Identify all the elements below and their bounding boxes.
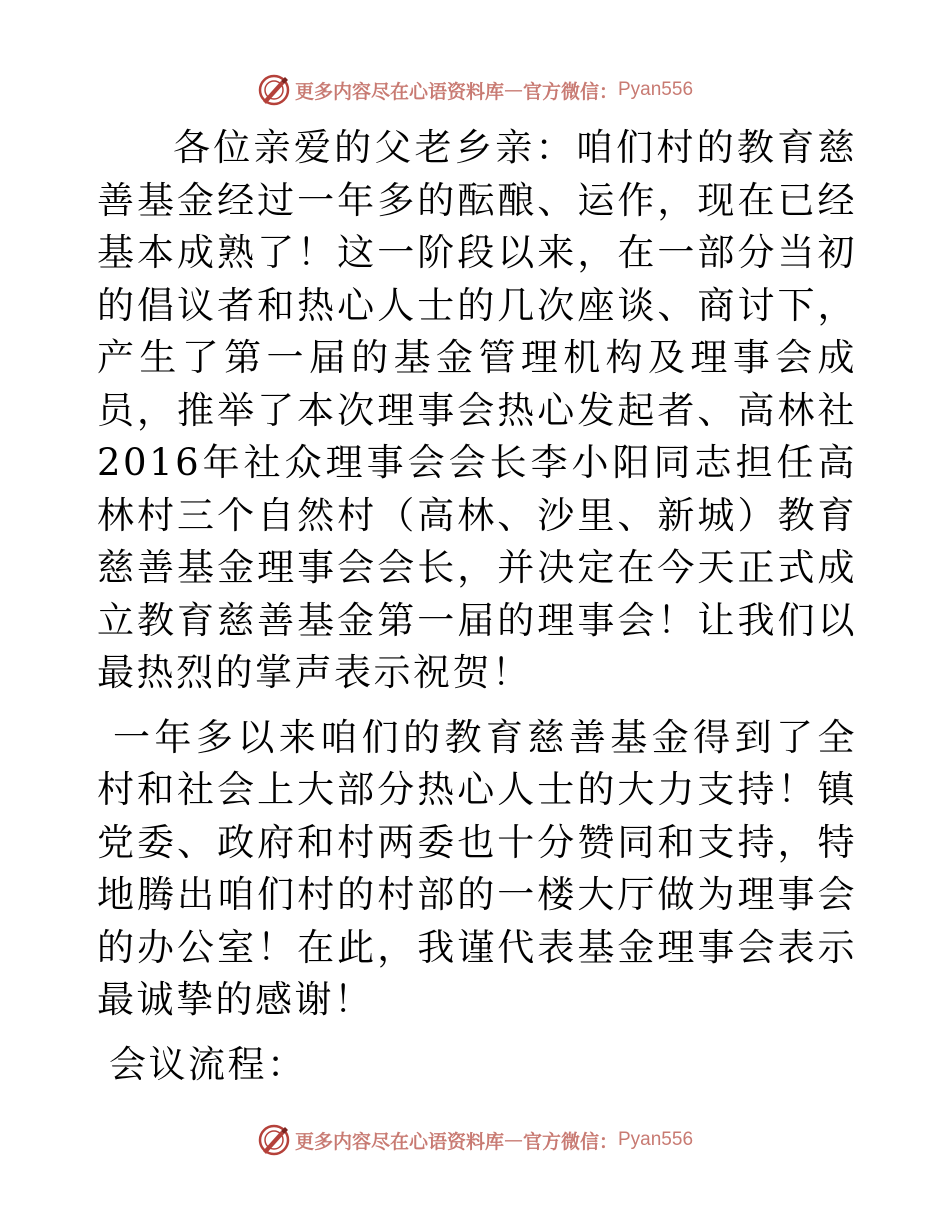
- paragraph-agenda-heading: 会议流程：: [109, 1042, 307, 1086]
- pen-logo-icon: [257, 73, 291, 107]
- document-body: [97, 122, 857, 1091]
- paragraph-thanks: 一年多以来咱们的教育慈善基金得到了全村和社会上大部分热心人士的大力支持！镇党委、政府和村两委也十分赞同和支持，特地腾出咱们村的村部的一楼大厅做为理事会的办公室！在此，我谨代表基金理事会表示最诚挚的感谢！: [97, 715, 857, 1021]
- header-watermark: [0, 70, 950, 110]
- watermark-text: 更多内容尽在心语资料库: [294, 80, 504, 103]
- watermark-separator: —: [503, 79, 523, 101]
- watermark-separator: —: [503, 1129, 523, 1151]
- paragraph-greeting: 各位亲爱的父老乡亲：咱们村的教育慈善基金经过一年多的酝酿、运作，现在已经基本成熟了！这一阶段以来，在一部分当初的倡议者和热心人士的几次座谈、商讨下，产生了第一届的基金管理机构及理事会成员，推举了本次理事会热心发起者、高林社2016年社众理事会会长李小阳同志担任高林村三个自然村（高林、沙里、新城）教育慈善基金理事会会长，并决定在今天正式成立教育慈善基金第一届的理事会！让我们以最热烈的掌声表示祝贺！: [97, 126, 857, 694]
- pen-logo-icon: [257, 1123, 291, 1157]
- watermark-wechat-id: Pyan556: [618, 1129, 694, 1150]
- watermark-text: 更多内容尽在心语资料库: [294, 1130, 504, 1153]
- watermark-wechat-label: 官方微信：: [522, 1130, 618, 1153]
- watermark-wechat-label: 官方微信：: [522, 80, 618, 103]
- footer-watermark: [0, 1120, 950, 1160]
- watermark-wechat-id: Pyan556: [618, 79, 694, 100]
